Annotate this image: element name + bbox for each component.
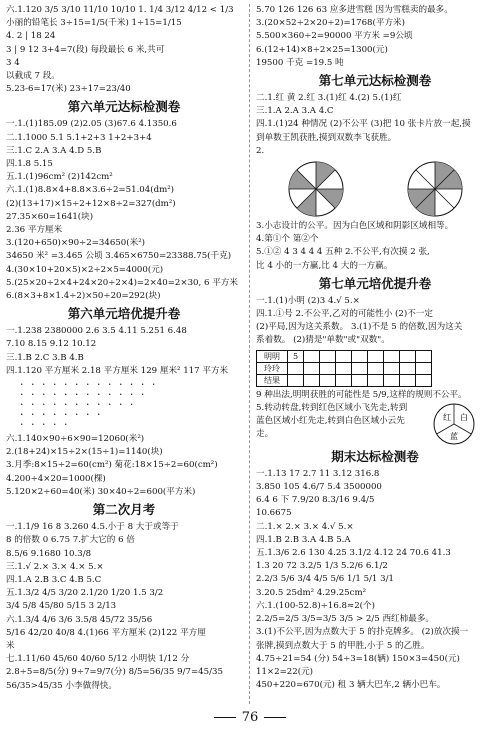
- section-heading: 第六单元达标检测卷: [67, 99, 181, 115]
- table-cell: [352, 374, 368, 386]
- answer-line: 2.(18+24)×15÷2×(15÷1)=1140(块): [6, 447, 163, 458]
- answer-line: 四.1.(1)24 种情况 (2)不公平 (3)把 10 张卡片放一起,摸: [256, 119, 471, 130]
- section-heading: 第七单元达标检测卷: [318, 73, 432, 89]
- answer-line: 6.4 6 下 7.9/20 8.3/16 9.4/5: [256, 495, 375, 506]
- answer-line: 5.120×2÷60=40(米) 30×40÷2=600(平方米): [6, 486, 196, 497]
- answer-line: 一.1.(1)185.09 (2)2.05 (3)67.6 4.1350.6: [6, 119, 177, 130]
- answer-line: 10.6675: [256, 508, 292, 519]
- dot-row: · · · · · · · · · · · ·: [20, 388, 147, 402]
- answer-line: 3.(20×52÷2×20÷2)=1768(平方米): [256, 18, 406, 29]
- answer-line: 2.8÷5=8/5(分) 9÷7=9/7(分) 8/5=56/35 9/7=45/35: [6, 667, 223, 678]
- section-heading: 第六单元培优提升卷: [67, 306, 181, 322]
- table-cell: [400, 362, 416, 374]
- dot-row: · · · · · · · ·: [20, 408, 103, 422]
- table-cell: [384, 350, 400, 362]
- answer-line: 3 | 9 12 3+4=7(段) 每段最长 6 米,共可: [6, 44, 165, 55]
- table-cell: [336, 350, 352, 362]
- table-cell: 5: [288, 350, 304, 362]
- answer-line: 5.(25×20÷2×4+24×20÷2×4)=2×40=2×30, 6 平方米: [6, 277, 238, 288]
- answer-line: 六.1.140×90÷6×90=12060(米²): [6, 434, 145, 445]
- answer-line: 二.1.红 黄 2.红 3.(1)红 4.(2) 5.(1)红: [256, 93, 402, 104]
- table-row-label: 玲玲: [257, 362, 288, 374]
- answer-line: 二.1.× 2.× 3.× 4.√ 5.×: [256, 521, 354, 532]
- table-cell: [352, 350, 368, 362]
- answer-line: 4.200÷4×20=1000(棵): [6, 473, 106, 484]
- table-cell: [320, 350, 336, 362]
- column-divider: [249, 4, 251, 704]
- answer-line: 3.月季:8×15÷2=60(cm²) 菊花:18×15÷2=60(cm²): [6, 460, 218, 471]
- answer-line: 8 的倍数 0 6.75 7.扩大它的 6 倍: [6, 535, 135, 546]
- spinner-question: [256, 402, 494, 446]
- answer-line: 3.小志设计的公平。因为白色区域和阴影区域相等。: [256, 221, 454, 232]
- answer-line: 11×2=22(元): [256, 666, 314, 677]
- footer-dash-right: [264, 717, 286, 718]
- answer-line: 1.3 20 72 3.2/5 1/3 5.2/6 6.1/2: [256, 561, 388, 572]
- section-heading: 第七单元培优提升卷: [318, 275, 432, 291]
- table-row-label: 结果: [257, 374, 288, 386]
- table-cell: [400, 350, 416, 362]
- answer-line: 四.1.120 平方厘米 2.18 平方厘米 129 厘米² 117 平方米: [6, 365, 229, 376]
- answer-line: 56/35>45/35 小李做得快。: [6, 680, 118, 691]
- table-cell: [416, 374, 432, 386]
- table-row: [257, 350, 432, 362]
- answer-line: 27.35×60=1641(块): [6, 211, 94, 222]
- spinner-figures: [256, 158, 494, 220]
- answer-line: 5.①② 4 3 4 4 4 五种 2.不公平,有次摸 2 张,: [256, 247, 430, 258]
- answer-line: 9 种出法,明明获胜的可能性是 5/9,这样的规则不公平。: [256, 389, 467, 400]
- answer-line: 7.10 8.15 9.12 10.12: [6, 339, 97, 350]
- page-number: 76: [241, 710, 259, 725]
- table-cell: [288, 362, 304, 374]
- table-cell: [288, 374, 304, 386]
- answer-line: 五.1.(1)96cm² (2)142cm²: [6, 172, 113, 183]
- answer-line: 4.第①个 第②个: [256, 234, 319, 245]
- page-footer: [0, 710, 500, 725]
- answer-line: 450+220=670(元) 租 3 辆大巴车,2 辆小巴车。: [256, 680, 446, 691]
- table-cell: [368, 374, 384, 386]
- answer-line: 蓝色区域小红先走,转到白色区域小云先: [256, 416, 405, 427]
- answer-line: 四.1.B 2.B 3.A 4.B 5.A: [256, 534, 351, 545]
- dot-row: · · · · · · · · · · ·: [20, 398, 136, 412]
- table-cell: [384, 374, 400, 386]
- answer-line: 走。: [256, 429, 274, 440]
- answer-line: 2.: [256, 145, 265, 156]
- answer-line: 二.1.1000 5.1 5.1+2+3 1+2+3+4: [6, 132, 152, 143]
- table-cell: [320, 374, 336, 386]
- answer-line: (2)(13+17)×15÷2+12×8÷2=327(dm²): [6, 198, 176, 209]
- table-cell: [352, 362, 368, 374]
- answer-line: 四.1.A 2.B 3.C 4.B 5.C: [6, 574, 102, 585]
- answer-line: 六.1.(100-52.8)÷16.8≈2(个): [256, 600, 375, 611]
- answer-line: 3.(120+650)×90÷2=34650(米²): [6, 238, 145, 249]
- table-cell: [304, 362, 320, 374]
- answer-line: 五.1.3/6 2.6 130 4.25 3.1/2 4.12 24 70.6 41.3: [256, 548, 451, 559]
- left-column: [6, 4, 242, 693]
- table-cell: [416, 350, 432, 362]
- answer-line: 六.1.3/4 4/6 3/6 3.5/8 45/72 35/56: [6, 614, 153, 625]
- spinner-diagram-right: [404, 159, 466, 219]
- answer-line: 三.1.B 2.C 3.B 4.B: [6, 352, 84, 363]
- table-row: [257, 374, 432, 386]
- table-cell: [368, 350, 384, 362]
- right-column: [256, 4, 494, 692]
- spinner-label: 蓝: [450, 431, 458, 441]
- table-cell: [320, 362, 336, 374]
- answer-line: 5.23-6=17(米) 23÷17=23/40: [6, 84, 131, 95]
- answer-line: (2)平局,因为这关系数。 3.(1)不是 5 的倍数,因为这关: [256, 322, 463, 333]
- answer-line: 四.1.①号 2.不公平,乙对的可能性小 (2)不一定: [256, 309, 433, 320]
- table-cell: [336, 362, 352, 374]
- answer-line: 米: [6, 640, 15, 651]
- answer-line: 小丽的铅笔长 3÷15=1/5(千米) 1÷15=1/15: [6, 18, 182, 29]
- answer-line: 5/16 42/20 40/8 4.(1)66 平方厘米 (2)122 平方厘: [6, 627, 206, 638]
- section-heading: 期末达标检测卷: [331, 448, 419, 464]
- answer-line: 六.1.120 3/5 3/10 11/10 10/10 1. 1/4 3/12 4/12 < 1/3: [6, 5, 234, 15]
- table-cell: [384, 362, 400, 374]
- answer-line: 5.转动转盘,转到红色区域小飞先走,转到: [256, 402, 408, 413]
- answer-line: 张牌,摸到点数大于 5 的甲胜,小于 5 的乙胜。: [256, 640, 430, 651]
- answer-line: 系着数。 (2)猜是"单数"或"双数"。: [256, 335, 390, 346]
- answer-line: 五.1.3/2 4/5 3/20 2.1/20 1/20 1.5 3/2: [6, 588, 164, 599]
- answer-line: 一.1.(1)小明 (2)3 4.√ 5.×: [256, 295, 360, 306]
- outcome-table: [256, 350, 432, 387]
- answer-line: 三.1.A 2.A 3.A 4.C: [256, 106, 334, 117]
- table-row: [257, 362, 432, 374]
- answer-line: 六.1.(1)8.8×4+8.8×3.6÷2=51.04(dm²): [6, 185, 175, 196]
- answer-line: 3.(1)不公平,因为点数大于 5 的扑克牌多。 (2)放次摸一: [256, 627, 469, 638]
- answer-line: 6.(8×3+8×1.4÷2)×50÷20=292(块): [6, 291, 161, 302]
- table-cell: [368, 362, 384, 374]
- answer-line: 三.1.√ 2.× 3.× 4.× 5.×: [6, 561, 104, 572]
- dot-pattern: [20, 380, 242, 430]
- spinner-three-color: [426, 402, 482, 446]
- answer-line: 4.75÷21=54 (分) 54÷3=18(辆) 150×3=450(元): [256, 653, 460, 664]
- table-cell: [416, 362, 432, 374]
- spinner-label: 白: [460, 412, 468, 422]
- table-cell: [336, 374, 352, 386]
- answer-line: 一.1.1/9 16 8 3.260 4.5.小于 8 大于或等于: [6, 522, 179, 533]
- answer-line: 4. 2 | 18 24: [6, 31, 56, 42]
- answer-line: 一.1.13 17 2.7 11 3.12 316.8: [256, 468, 380, 479]
- answer-line: 19500 千克 =19.5 吨: [256, 57, 344, 68]
- section-heading: 第二次月考: [92, 502, 156, 518]
- answer-line: 2.36 平方厘米: [6, 225, 63, 236]
- answer-line: 8.5/6 9.1680 10.3/8: [6, 548, 92, 559]
- answer-line: 5.70 126 126 63 应多进雪糕 因为雪糕卖的最多。: [256, 5, 453, 15]
- answer-line: 比 4 小的一方赢,比 4 大的一方赢。: [256, 260, 393, 271]
- table-cell: [400, 374, 416, 386]
- answer-line: 2.2/5=2/5 3/5=3/5 3/5 > 2/5 西红柿最多。: [256, 614, 435, 625]
- dot-row: · · · · · · · · · · · · ·: [20, 378, 158, 392]
- answer-line: 以截成 7 段。: [6, 71, 60, 82]
- answer-line: 3 4: [6, 57, 20, 68]
- answer-line: 34650 米² =3.465 公顷 3.465×6750=23388.75(千克): [6, 251, 232, 262]
- answer-line: 3/4 5/8 45/80 5/15 3 2/13: [6, 601, 117, 612]
- spinner-label: 红: [443, 412, 451, 422]
- answer-line: 四.1.8 5.15: [6, 159, 53, 170]
- answer-line: 2.2/3 5/6 3/4 4/5 5/6 1/1 5/1 3/1: [256, 574, 394, 585]
- dot-row: · · · · ·: [20, 418, 70, 432]
- table-cell: [304, 374, 320, 386]
- table-row-label: 明明: [257, 350, 288, 362]
- spinner-diagram-left: [285, 159, 347, 219]
- answer-line: 一.1.238 2380000 2.6 3.5 4.11 5.251 6.48: [6, 326, 187, 337]
- answer-line: 6.(12+14)×8÷2×25=1300(元): [256, 44, 388, 55]
- answer-line: 3.20.5 25dm² 4.29.25cm²: [256, 587, 367, 598]
- footer-dash-left: [214, 717, 236, 718]
- answer-line: 三.1.C 2.A 3.A 4.D 5.B: [6, 145, 102, 156]
- answer-line: 3.850 105 4.6/7 5.4 3500000: [256, 482, 382, 493]
- answer-line: 到单数王凯获胜,摸到双数李飞获胜。: [256, 132, 397, 143]
- answer-line: 七.1.11/60 45/60 40/60 5/12 小明快 1/12 分: [6, 654, 190, 665]
- answer-line: 4.(30×10+20×5)×2÷2×5=4000(元): [6, 264, 164, 275]
- answer-line: 5.500×360÷2=90000 平方米 =9公顷: [256, 31, 413, 42]
- table-cell: [304, 350, 320, 362]
